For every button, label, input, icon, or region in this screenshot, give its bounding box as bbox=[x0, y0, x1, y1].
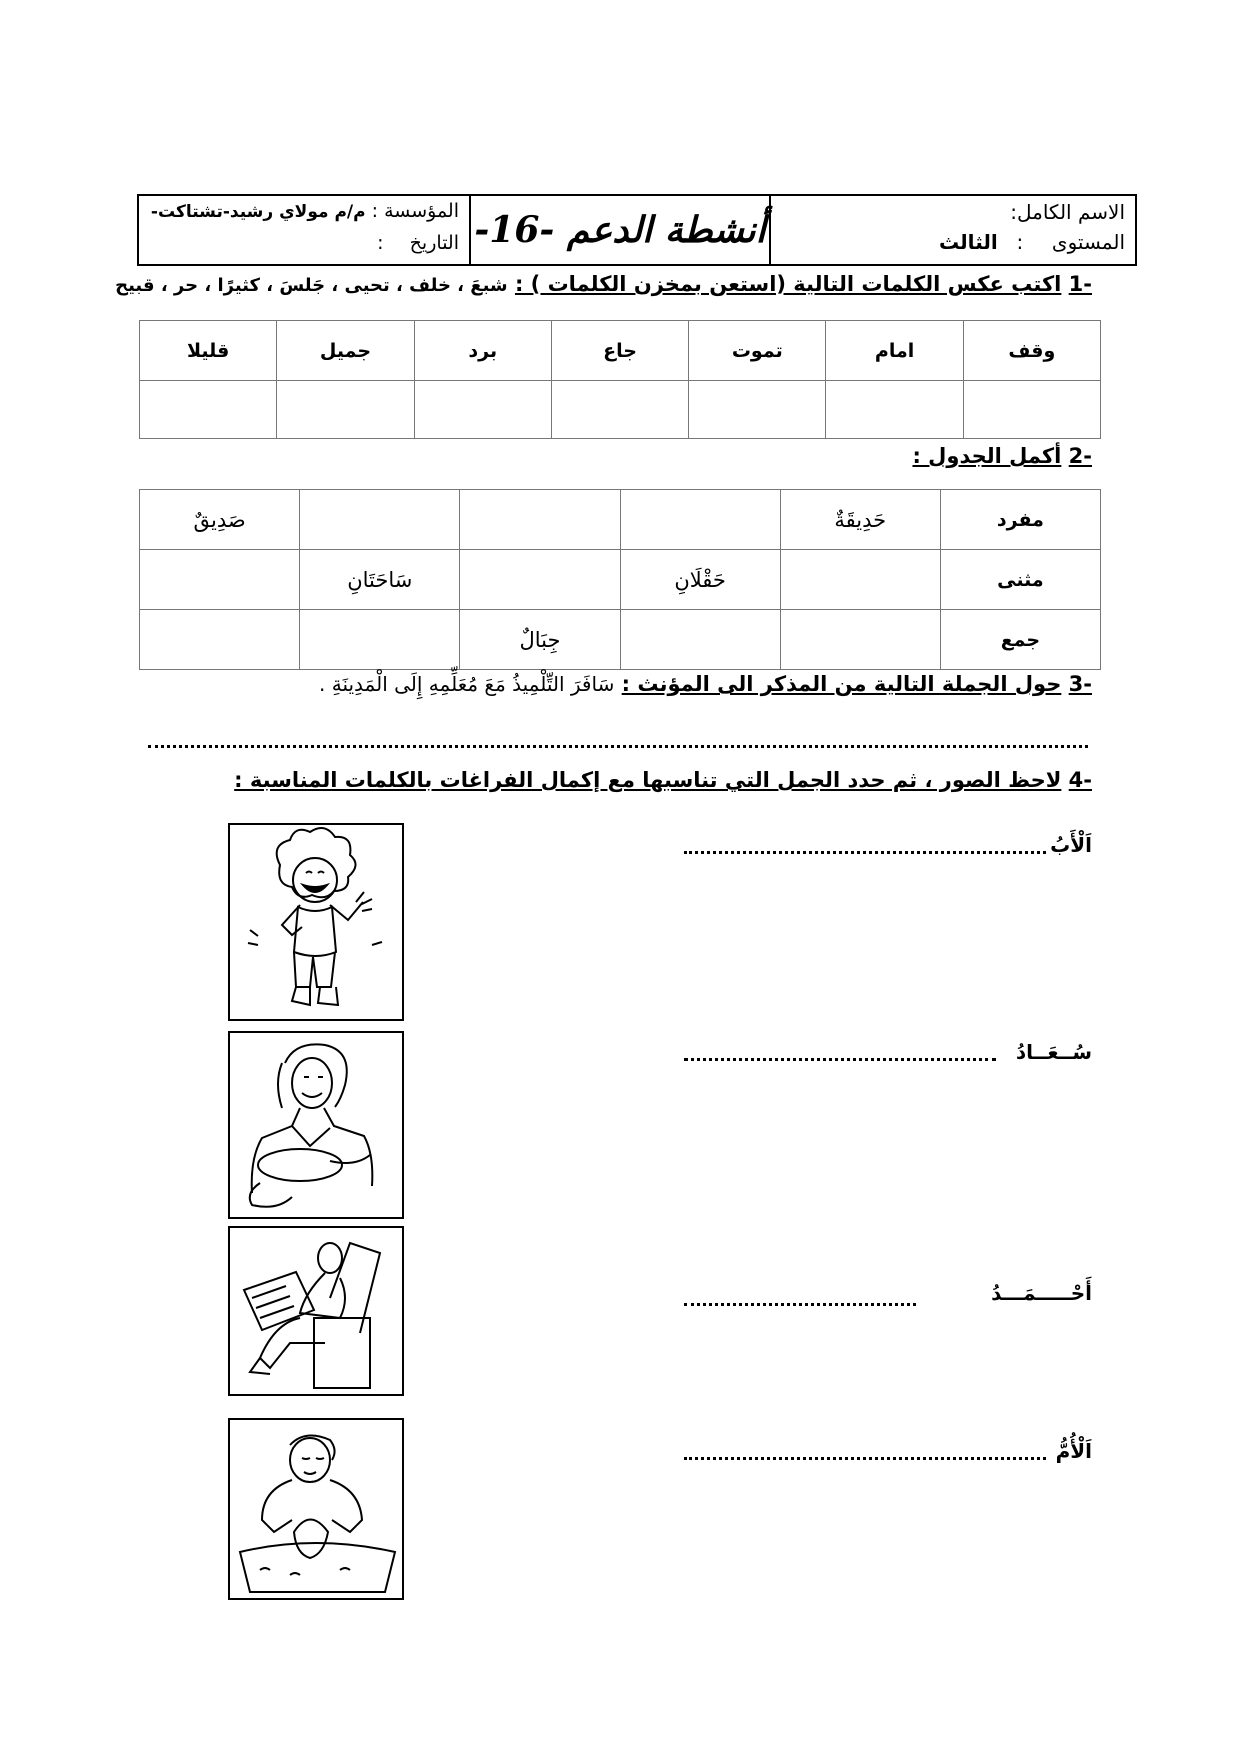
table-cell: صَدِيقٌ bbox=[140, 490, 300, 550]
section3-answer-line[interactable] bbox=[148, 745, 1088, 748]
table-cell: حَقْلَانِ bbox=[620, 550, 780, 610]
section1-title-line bbox=[115, 272, 1092, 296]
section1-word: تموت bbox=[689, 321, 826, 381]
activity-title-line bbox=[474, 209, 765, 251]
table-cell: سَاحَتَانِ bbox=[300, 550, 460, 610]
section3-sentence: سَافَرَ التِّلْمِيذُ مَعَ مُعَلِّمِهِ إِلَى الْمَدِينَةِ . bbox=[319, 672, 615, 696]
woman-with-baby-picture bbox=[228, 1031, 404, 1219]
laughing-child-picture bbox=[228, 823, 404, 1021]
item-name: سُــعَــادُ bbox=[1015, 1040, 1092, 1064]
student-info-cell bbox=[769, 196, 1135, 264]
item-name: أَحْـــــمَـــدُ bbox=[991, 1281, 1092, 1305]
section3-title-line bbox=[319, 672, 1092, 696]
section1-word: وقف bbox=[963, 321, 1100, 381]
table-cell[interactable] bbox=[300, 490, 460, 550]
answer-blank[interactable] bbox=[684, 1058, 996, 1061]
level-value: الثالث bbox=[939, 230, 998, 254]
date-colon: : bbox=[377, 232, 384, 254]
row-header: مثنى bbox=[940, 550, 1100, 610]
activity-title: أنشطة الدعم bbox=[566, 209, 766, 251]
activity-title-cell bbox=[469, 196, 769, 264]
section2-title-line bbox=[912, 444, 1092, 468]
section4-title: لاحظ الصور ، ثم حدد الجمل التي تناسبها مع إكمال الفراغات بالكلمات المناسبة : bbox=[234, 768, 1062, 792]
answer-cell[interactable] bbox=[551, 381, 688, 439]
table-row bbox=[140, 490, 1101, 550]
answer-cell[interactable] bbox=[963, 381, 1100, 439]
man-reading-icon bbox=[230, 1228, 402, 1394]
section3-title: حول الجملة التالية من المذكر الى المؤنث : bbox=[621, 672, 1062, 696]
section2-table bbox=[139, 489, 1101, 670]
washing-clothes-icon bbox=[230, 1420, 402, 1598]
section1-answer-row bbox=[140, 381, 1101, 439]
section1-word-bank: شبعَ ، خلف ، تحيى ، جَلسَ ، كثيرًا ، حر ، قبيح bbox=[115, 275, 508, 296]
section1-word: جميل bbox=[277, 321, 414, 381]
answer-blank[interactable] bbox=[684, 851, 1046, 854]
section4-title-line bbox=[234, 768, 1092, 792]
level-line bbox=[939, 230, 1125, 254]
institution-line bbox=[151, 200, 459, 222]
answer-cell[interactable] bbox=[140, 381, 277, 439]
answer-cell[interactable] bbox=[414, 381, 551, 439]
activity-number: -16- bbox=[474, 209, 555, 251]
washing-clothes-picture bbox=[228, 1418, 404, 1600]
woman-with-baby-icon bbox=[230, 1033, 402, 1217]
table-cell[interactable] bbox=[780, 550, 940, 610]
table-cell[interactable] bbox=[620, 610, 780, 670]
level-label: المستوى bbox=[1051, 230, 1125, 254]
laughing-child-icon bbox=[230, 825, 402, 1019]
section1-word: برد bbox=[414, 321, 551, 381]
table-cell: حَدِيقَةٌ bbox=[780, 490, 940, 550]
section2-title: أكمل الجدول : bbox=[912, 444, 1062, 468]
table-cell: جِبَالٌ bbox=[460, 610, 620, 670]
answer-cell[interactable] bbox=[826, 381, 963, 439]
fullname-label: الاسم الكامل: bbox=[1010, 200, 1125, 224]
table-cell[interactable] bbox=[140, 550, 300, 610]
man-reading-picture bbox=[228, 1226, 404, 1396]
table-row bbox=[140, 550, 1101, 610]
institution-label: المؤسسة : bbox=[371, 200, 459, 222]
section4-number: 4- bbox=[1068, 768, 1092, 792]
answer-blank[interactable] bbox=[684, 1303, 916, 1306]
table-cell[interactable] bbox=[140, 610, 300, 670]
header-box bbox=[137, 194, 1137, 266]
date-label: التاريخ bbox=[409, 232, 459, 254]
section1-table bbox=[139, 320, 1101, 439]
section1-words-row bbox=[140, 321, 1101, 381]
table-cell[interactable] bbox=[300, 610, 460, 670]
section1-number: 1- bbox=[1068, 272, 1092, 296]
institution-cell bbox=[139, 196, 469, 264]
item-name: اَلْأُمُّ bbox=[1055, 1439, 1092, 1463]
answer-blank[interactable] bbox=[684, 1457, 1046, 1460]
item-name: اَلْأَبُ bbox=[1050, 833, 1092, 857]
date-line bbox=[377, 232, 459, 254]
table-cell[interactable] bbox=[460, 490, 620, 550]
section1-title: اكتب عكس الكلمات التالية (استعن بمخزن الكلمات ) : bbox=[514, 272, 1062, 296]
table-cell[interactable] bbox=[460, 550, 620, 610]
table-row bbox=[140, 610, 1101, 670]
answer-cell[interactable] bbox=[689, 381, 826, 439]
section1-word: قليلا bbox=[140, 321, 277, 381]
answer-cell[interactable] bbox=[277, 381, 414, 439]
table-cell[interactable] bbox=[780, 610, 940, 670]
row-header: جمع bbox=[940, 610, 1100, 670]
section2-number: 2- bbox=[1068, 444, 1092, 468]
level-colon: : bbox=[1016, 230, 1024, 254]
section1-word: جاع bbox=[551, 321, 688, 381]
row-header: مفرد bbox=[940, 490, 1100, 550]
institution-value: م/م مولاي رشيد-تشتاكت- bbox=[150, 202, 366, 222]
table-cell[interactable] bbox=[620, 490, 780, 550]
section3-number: 3- bbox=[1068, 672, 1092, 696]
section1-word: امام bbox=[826, 321, 963, 381]
